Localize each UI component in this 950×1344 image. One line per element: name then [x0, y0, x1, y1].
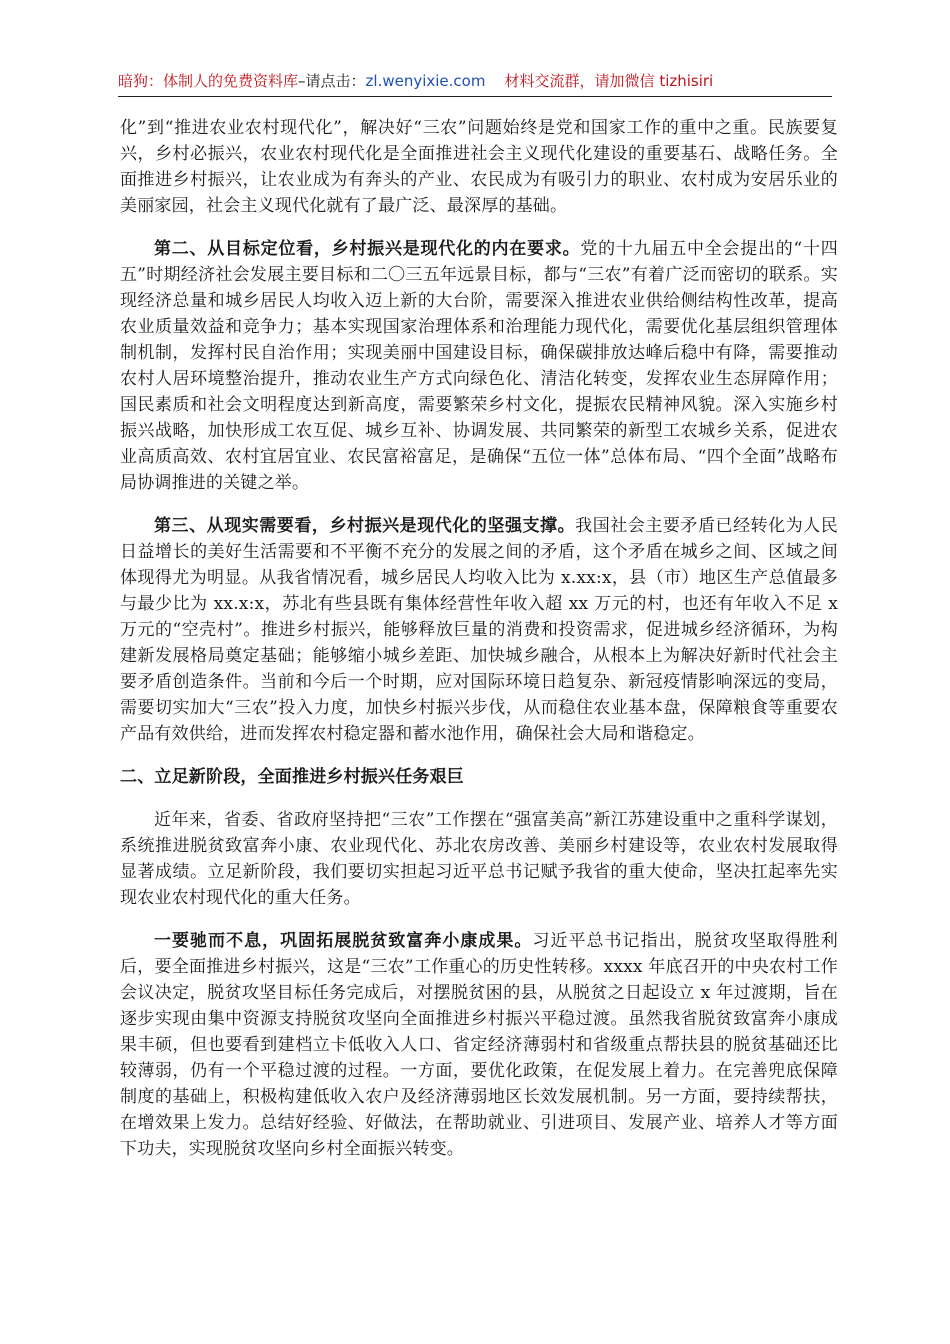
site-name: 暗狗：体制人的免费资料库	[118, 72, 299, 90]
paragraph-text: 化”到“推进农业农村现代化”，解决好“三农”问题始终是党和国家工作的重中之重。民族要复兴，乡村必振兴，农业农村现代化是全面推进社会主义现代化建设的重要基石、战略任务。全面推进乡村振兴，让农业成为有奔头的产业、农民成为有吸引力的职业、农村成为安居乐业的美丽家园，社会主义现代化就有了最广泛、最深厚的基础。	[120, 118, 838, 216]
paragraph-lead: 一要驰而不息，巩固拓展脱贫致富奔小康成果。	[154, 931, 533, 951]
document-body	[120, 115, 838, 1179]
paragraph-text: 党的十九届五中全会提出的“十四五”时期经济社会发展主要目标和二〇三五年远景目标，都与“三农”有着广泛而密切的联系。实现经济总量和城乡居民人均收入迈上新的大台阶，需要深入推进农业供给侧结构性改革，提高农业质量效益和竞争力；基本实现国家治理体系和治理能力现代化，需要优化基层组织管理体制机制，发挥村民自治作用；实现美丽中国建设目标，确保碳排放达峰后稳中有降，需要推动农村人居环境整治提升，推动农业生产方式向绿色化、清洁化转变，发挥农业生态屏障作用；国民素质和社会文明程度达到新高度，需要繁荣乡村文化，提振农民精神风貌。深入实施乡村振兴战略，加快形成工农互促、城乡互补、协调发展、共同繁荣的新型工农城乡关系，促进农业高质高效、农村宜居宜业、农民富裕富足，是确保“五位一体”总体布局、“四个全面”战略布局协调推进的关键之举。	[120, 239, 838, 493]
paragraph-3	[120, 513, 838, 747]
paragraph-lead: 第三、从现实需要看，乡村振兴是现代化的坚强支撑。	[154, 516, 576, 536]
wechat-note: 材料交流群，请加微信 tizhisiri	[504, 72, 714, 90]
site-url-link[interactable]: zl.wenyixie.com	[365, 72, 486, 90]
paragraph-5	[120, 807, 838, 911]
paragraph-lead: 第二、从目标定位看，乡村振兴是现代化的内在要求。	[154, 239, 581, 259]
paragraph-text: 习近平总书记指出，脱贫攻坚取得胜利后，要全面推进乡村振兴，这是“三农”工作重心的历史性转移。xxxx 年底召开的中央农村工作会议决定，脱贫攻坚目标任务完成后，对摆脱贫困的县，从脱贫之日起设立 x 年过渡期，旨在逐步实现由集中资源支持脱贫攻坚向全面推进乡村振兴平稳过渡。虽然我省脱贫致富奔小康成果丰硕，但也要看到建档立卡低收入人口、省定经济薄弱村和省级重点帮扶县的脱贫基础还比较薄弱，仍有一个平稳过渡的过程。一方面，要优化政策，在促发展上着力。在完善兜底保障制度的基础上，积极构建低收入农户及经济薄弱地区长效发展机制。另一方面，要持续帮扶，在增效果上发力。总结好经验、好做法，在帮助就业、引进项目、发展产业、培养人才等方面下功夫，实现脱贫攻坚向乡村全面振兴转变。	[120, 931, 838, 1159]
paragraph-6	[120, 928, 838, 1162]
paragraph-2	[120, 236, 838, 496]
click-prompt: –请点击：	[298, 72, 366, 90]
section-heading: 二、立足新阶段，全面推进乡村振兴任务艰巨	[120, 767, 464, 787]
paragraph-text: 近年来，省委、省政府坚持把“三农”工作摆在“强富美高”新江苏建设重中之重科学谋划，系统推进脱贫致富奔小康、农业现代化、苏北农房改善、美丽乡村建设等，农业农村发展取得显著成绩。立足新阶段，我们要切实担起习近平总书记赋予我省的重大使命，坚决扛起率先实现农业农村现代化的重大任务。	[120, 810, 838, 908]
page-header	[118, 68, 832, 97]
paragraph-1	[120, 115, 838, 219]
paragraph-text: 我国社会主要矛盾已经转化为人民日益增长的美好生活需要和不平衡不充分的发展之间的矛盾，这个矛盾在城乡之间、区域之间体现得尤为明显。从我省情况看，城乡居民人均收入比为 x.xx:x，县（市）地区生产总值最多与最少比为 xx.x:x，苏北有些县既有集体经营性年收入超 xx 万元的村，也还有年收入不足 x 万元的“空壳村”。推进乡村振兴，能够释放巨量的消费和投资需求，促进城乡经济循环，为构建新发展格局奠定基础；能够缩小城乡差距、加快城乡融合，从根本上为解决好新时代社会主要矛盾创造条件。当前和今后一个时期，应对国际环境日趋复杂、新冠疫情影响深远的变局，需要切实加大“三农”投入力度，加快乡村振兴步伐，从而稳住农业基本盘，保障粮食等重要农产品有效供给，进而发挥农村稳定器和蓄水池作用，确保社会大局和谐稳定。	[120, 516, 838, 744]
